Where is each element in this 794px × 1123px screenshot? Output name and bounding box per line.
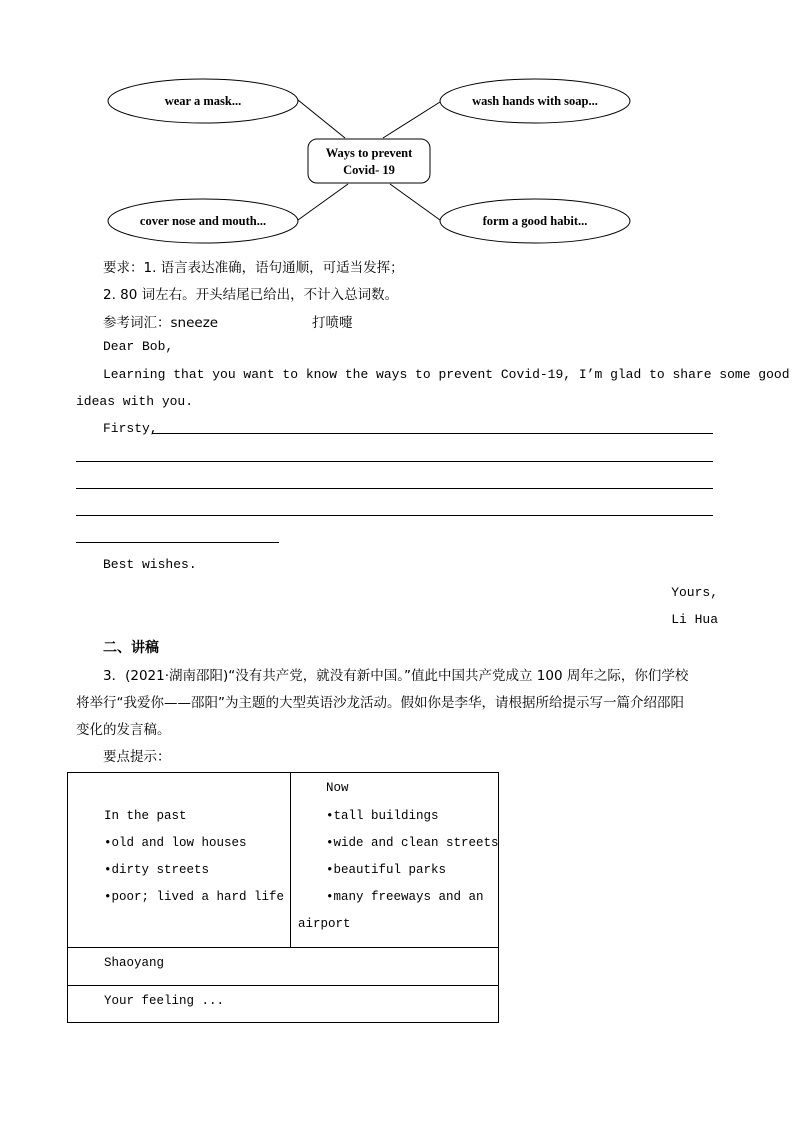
now-item: •many freeways and an [326, 890, 484, 904]
vocab-meaning: 打喷嚏 [312, 315, 353, 331]
now-item: •wide and clean streets [326, 836, 499, 850]
past-item: •old and low houses [104, 836, 247, 850]
connector-line [298, 184, 348, 220]
mindmap-node-wash-hands: wash hands with soap... [472, 94, 598, 108]
center-line-1: Ways to prevent [325, 146, 413, 160]
question-line-1: 3．(2021·湖南邵阳)“没有共产党，就没有新中国。”值此中国共产党成立 100 周年之际，你们学校 [103, 668, 689, 684]
answer-line[interactable] [152, 433, 713, 434]
now-item: •tall buildings [326, 809, 439, 823]
answer-line[interactable] [76, 515, 713, 516]
now-title: Now [326, 781, 349, 795]
letter-firstly: Firsty, [103, 421, 158, 436]
past-item: •dirty streets [104, 863, 210, 877]
table-divider-horizontal [68, 947, 498, 948]
letter-intro-line-2: ideas with you. [76, 394, 194, 409]
row-shaoyang: Shaoyang [104, 956, 165, 970]
past-title: In the past [104, 809, 187, 823]
center-line-2: Covid- 19 [343, 163, 395, 177]
connector-line [383, 102, 440, 138]
table-divider-horizontal [68, 985, 498, 986]
requirement-1: 要求：1. 语言表达准确，语句通顺，可适当发挥； [103, 260, 404, 276]
connector-line [390, 184, 440, 220]
answer-line[interactable] [76, 542, 279, 543]
mindmap-node-good-habit: form a good habit... [482, 214, 588, 228]
tips-label: 要点提示： [103, 749, 171, 765]
letter-intro-line-1: Learning that you want to know the ways to prevent Covid-19, I’m glad to share some good [103, 367, 790, 382]
question-line-2: 将举行“我爱你——邵阳”为主题的大型英语沙龙活动。假如你是李华，请根据所给提示写一篇介绍邵阳 [76, 695, 684, 711]
mindmap-node-cover-nose: cover nose and mouth... [139, 214, 267, 228]
section-heading: 二、讲稿 [103, 640, 159, 656]
letter-closing: Best wishes. [103, 557, 197, 572]
requirement-2: 2. 80 词左右。开头结尾已给出，不计入总词数。 [103, 287, 399, 303]
question-line-3: 变化的发言稿。 [76, 722, 171, 738]
now-item: •beautiful parks [326, 863, 447, 877]
connector-line [298, 100, 345, 138]
answer-line[interactable] [76, 488, 713, 489]
tips-table [67, 772, 499, 1023]
mind-map [0, 0, 794, 250]
now-item-wrap: airport [298, 917, 351, 931]
answer-line[interactable] [76, 461, 713, 462]
table-divider-vertical [290, 773, 291, 947]
letter-sign-off: Yours, [671, 585, 718, 600]
past-item: •poor; lived a hard life [104, 890, 285, 904]
row-feeling: Your feeling ... [104, 994, 225, 1008]
letter-salutation: Dear Bob, [103, 339, 174, 354]
vocab-label: 参考词汇：sneeze [103, 315, 219, 331]
mindmap-node-mask: wear a mask... [164, 94, 242, 108]
letter-signature: Li Hua [671, 612, 718, 627]
